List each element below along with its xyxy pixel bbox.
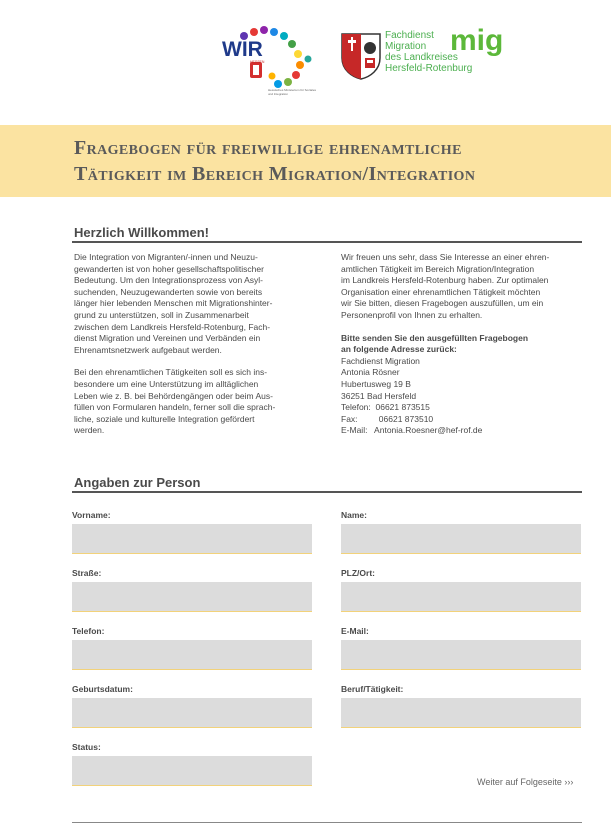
text-line: Bei den ehrenamtlichen Tätigkeiten soll es sich ins- — [74, 367, 268, 378]
person-divider — [72, 491, 582, 493]
name-field[interactable] — [341, 524, 581, 554]
text-line: Organisation einer ehrenamtlichen Tätigkeit möchten — [341, 286, 541, 297]
activities-paragraph — [74, 367, 324, 437]
strasse-label: Straße: — [72, 568, 102, 578]
page-title-line-2: Tätigkeit im Bereich Migration/Integration — [74, 163, 476, 185]
status-label: Status: — [72, 742, 101, 752]
plz-ort-label: PLZ/Ort: — [341, 568, 375, 578]
address-line: Antonia Rösner — [341, 367, 400, 378]
text-line: liche, soziale und kulturelle Integration gefördert — [74, 413, 255, 424]
text-line: wir Sie bitten, diesen Fragebogen auszufüllen, um ein — [341, 298, 544, 309]
header-logos — [0, 0, 611, 125]
wir-logo — [214, 24, 318, 98]
mig-line-3: des Landkreises — [385, 52, 458, 63]
wir-hessen-label: HESSEN — [250, 60, 265, 64]
return-instruction: Bitte senden Sie den ausgefüllten Fragebogen — [341, 332, 529, 343]
text-line: länger hier lebenden Menschen mit Migrationshinter- — [74, 298, 273, 309]
thanks-paragraph — [341, 252, 586, 322]
address-line: Fachdienst Migration — [341, 355, 420, 366]
bottom-divider — [72, 822, 582, 823]
phone-line: Telefon: 06621 873515 — [341, 402, 430, 413]
email-field[interactable] — [341, 640, 581, 670]
name-label: Name: — [341, 510, 367, 520]
next-page-link[interactable]: Weiter auf Folgeseite ››› — [477, 777, 574, 787]
vorname-label: Vorname: — [72, 510, 111, 520]
geburtsdatum-label: Geburtsdatum: — [72, 684, 133, 694]
email-line: E-Mail: Antonia.Roesner@hef-rof.de — [341, 425, 483, 436]
mig-wordmark: mig — [450, 24, 504, 57]
text-line: gewanderten ist von hoher gesellschaftspolitischer — [74, 263, 264, 274]
text-line: suchenden, Neuzugewanderten sowie von bereits — [74, 286, 263, 297]
welcome-right-column — [341, 252, 586, 437]
email-label: E-Mail: — [341, 626, 369, 636]
title-banner — [0, 125, 611, 197]
beruf-label: Beruf/Tätigkeit: — [341, 684, 404, 694]
text-line: grund zu unterstützen, soll in Zusammenarbeit — [74, 309, 249, 320]
page-title-line-1: Fragebogen für freiwillige ehrenamtliche — [74, 137, 462, 159]
text-line: werden. — [74, 425, 105, 436]
mig-line-2: Migration — [385, 41, 427, 52]
plz-ort-field[interactable] — [341, 582, 581, 612]
status-field[interactable] — [72, 756, 312, 786]
text-line: Wir freuen uns sehr, dass Sie Interesse an einer ehren- — [341, 252, 550, 262]
text-line: Bedeutung. Um den Integrationsprozess von Asyl- — [74, 275, 263, 286]
fax-line: Fax: 06621 873510 — [341, 413, 434, 424]
text-line: füllen von Formularen handeln, ferner soll die sprach- — [74, 402, 276, 413]
telefon-label: Telefon: — [72, 626, 105, 636]
geburtsdatum-field[interactable] — [72, 698, 312, 728]
beruf-field[interactable] — [341, 698, 581, 728]
return-address-block — [341, 333, 586, 437]
mig-line-1: Fachdienst — [385, 30, 434, 41]
intro-paragraph — [74, 252, 324, 356]
return-instruction: an folgende Adresse zurück: — [341, 344, 457, 355]
text-line: Ehrenamtsnetzwerk aufgebaut werden. — [74, 344, 222, 355]
welcome-left-column — [74, 252, 324, 448]
text-line: im Landkreis Hersfeld-Rotenburg haben. Zur optimalen — [341, 275, 549, 286]
strasse-field[interactable] — [72, 582, 312, 612]
wir-wordmark: WIR — [222, 38, 263, 61]
text-line: Personenprofil von Ihnen zu erhalten. — [341, 309, 483, 320]
person-heading: Angaben zur Person — [74, 475, 201, 490]
address-line: 36251 Bad Hersfeld — [341, 390, 417, 401]
vorname-field[interactable] — [72, 524, 312, 554]
text-line: besondere um eine Unterstützung im alltäglichen — [74, 378, 259, 389]
text-line: amtlichen Tätigkeit im Bereich Migration/Integration — [341, 263, 535, 274]
telefon-field[interactable] — [72, 640, 312, 670]
welcome-heading: Herzlich Willkommen! — [74, 225, 209, 240]
text-line: Die Integration von Migranten/-innen und Neuzu- — [74, 252, 258, 262]
text-line: Leben wie z. B. bei Behördengängen oder beim Aus- — [74, 390, 273, 401]
welcome-divider — [72, 241, 582, 243]
mig-line-4: Hersfeld-Rotenburg — [385, 63, 473, 74]
coat-of-arms-icon — [340, 32, 382, 80]
wir-subtitle: Hessisches Ministerium für Soziales und Integration — [268, 88, 317, 96]
text-line: dienst Migration und Vereinen und Verbänden ein — [74, 333, 261, 344]
text-line: zwischen dem Landkreis Hersfeld-Rotenburg, Fach- — [74, 321, 271, 332]
address-line: Hubertusweg 19 B — [341, 378, 411, 389]
